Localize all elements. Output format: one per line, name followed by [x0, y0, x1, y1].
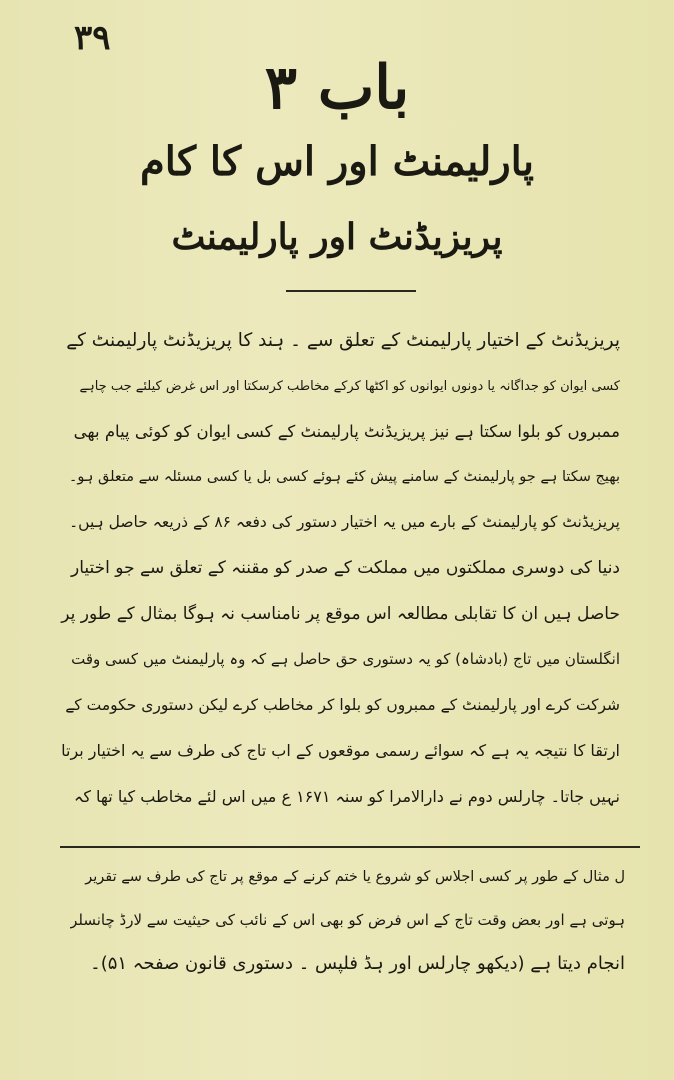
body-line [60, 364, 620, 410]
body-line-text: پریزیڈنٹ کے اختیار پارلیمنٹ کے تعلق سے ۔ ہند کا پریزیڈنٹ پارلیمنٹ کے [66, 318, 620, 364]
body-line [60, 592, 620, 638]
title-divider [286, 290, 416, 292]
body-line [60, 637, 620, 683]
footnote-separator [60, 846, 640, 848]
body-line-text: ممبروں کو بلوا سکتا ہے نیز پریزیڈنٹ پارلیمنٹ کے کسی ایوان کو کوئی پیام بھی [73, 422, 620, 442]
footnote-line-text: انجام دیتا ہے (دیکھو چارلس اور ہڈ فلپس ۔ دستوری قانون صفحہ ۵۱)۔ [90, 953, 625, 974]
footnote-line [70, 942, 625, 985]
body-line-text: شرکت کرے اور پارلیمنٹ کے ممبروں کو بلوا کر مخاطب کرے لیکن دستوری حکومت کے [65, 695, 620, 714]
body-line [60, 455, 620, 501]
body-line-text: ارتقا کا نتیجہ یہ ہے کہ سوائے رسمی موقعوں کے اب تاج کی طرف سے یہ اختیار برتا [61, 741, 620, 761]
footnote-line [70, 856, 625, 899]
body-line-text: پریزیڈنٹ کو پارلیمنٹ کے بارے میں یہ اختیار دستور کی دفعہ ۸۶ کے ذریعہ حاصل ہیں۔ [69, 513, 620, 532]
page-number: ۳۹ [74, 18, 111, 58]
section-title: پریزیڈنٹ اور پارلیمنٹ [171, 216, 503, 258]
body-line [60, 318, 620, 364]
body-line [60, 409, 620, 455]
footnote-line-text: ہوتی ہے اور بعض وقت تاج کے اس فرض کو بھی اس کے نائب کی حیثیت سے لارڈ چانسلر [70, 911, 625, 929]
body-line [60, 728, 620, 774]
body-line [60, 774, 620, 820]
chapter-title: پارلیمنٹ اور اس کا کام [140, 138, 534, 185]
body-line [60, 546, 620, 592]
footnote-line [70, 899, 625, 942]
footnote-line-text: ل مثال کے طور پر کسی اجلاس کو شروع یا ختم کرنے کے موقع پر تاج کی طرف سے تقریر [85, 869, 625, 885]
body-line-text: بھیج سکتا ہے جو پارلیمنٹ کے سامنے پیش کئے ہوئے کسی بل یا کسی مسئلہ سے متعلق ہو۔ [68, 468, 620, 485]
body-line-text: حاصل ہیں ان کا تقابلی مطالعہ اس موقع پر نامناسب نہ ہوگا بمثال کے طور پر [61, 603, 620, 624]
body-line-text: انگلستان میں تاج (بادشاہ) کو یہ دستوری حق حاصل ہے کہ وہ پارلیمنٹ میں کسی وقت [71, 650, 620, 669]
body-line [60, 500, 620, 546]
body-text [60, 318, 620, 820]
footnotes [70, 856, 625, 985]
body-line-text: کسی ایوان کو جداگانہ یا دونوں ایوانوں کو اکٹھا کرکے مخاطب کرسکتا اور اس غرض کیلئے جب چاہے [79, 378, 620, 394]
body-line-text: دنیا کی دوسری مملکتوں میں مملکت کے صدر کو مقننہ کے تعلق سے جو اختیار [71, 557, 620, 578]
body-line-text: نہیں جاتا۔ چارلس دوم نے دارالامرا کو سنہ ۱۶۷۱ ع میں اس لئے مخاطب کیا تھا کہ [74, 774, 620, 820]
body-line [60, 683, 620, 729]
chapter-heading: باب ۳ [264, 53, 410, 123]
